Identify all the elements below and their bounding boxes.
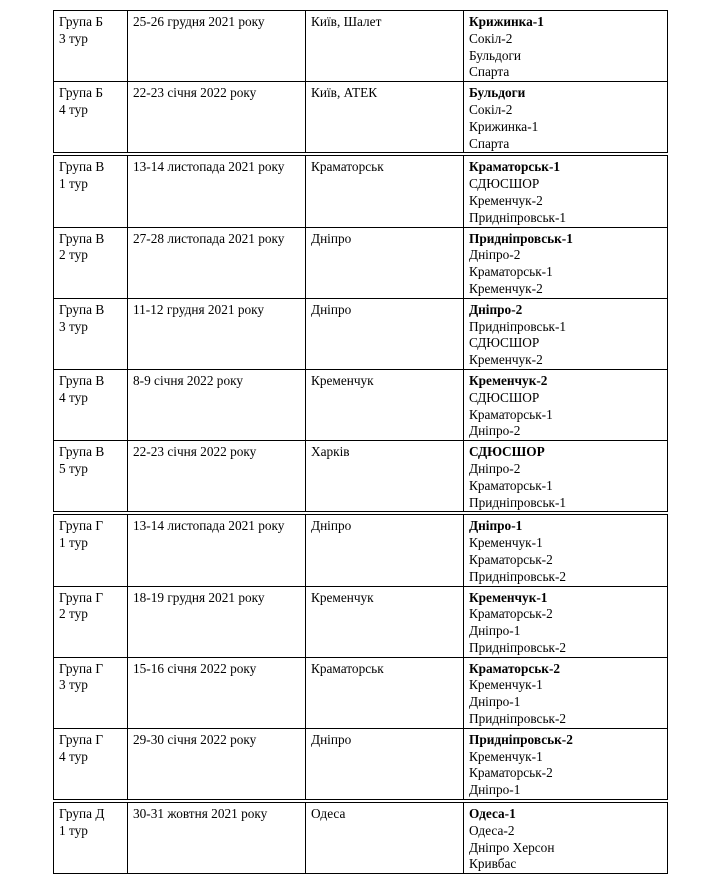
round-number: 4 тур (59, 101, 88, 117)
host-team: СДЮСШОР (469, 444, 545, 460)
team: Краматорськ-1 (469, 477, 553, 493)
teams-cell (464, 728, 668, 801)
round-number: 2 тур (59, 247, 88, 263)
round-number: 3 тур (59, 677, 88, 693)
team: Придніпровськ-2 (469, 568, 567, 584)
venue-cell: Дніпро (306, 298, 464, 369)
host-team: Кременчук-2 (469, 372, 548, 388)
table-row (54, 801, 668, 874)
group-name: Група В (59, 301, 105, 317)
team: Придніпровськ-2 (469, 711, 567, 727)
team: Кривбас (469, 856, 517, 872)
round-number: 1 тур (59, 535, 88, 551)
teams-cell (464, 369, 668, 440)
team: Придніпровськ-1 (469, 318, 567, 334)
table-row (54, 513, 668, 586)
group-cell (54, 369, 128, 440)
team: Дніпро-1 (469, 623, 521, 639)
round-number: 4 тур (59, 389, 88, 405)
team: СДЮСШОР (469, 389, 540, 405)
group-cell (54, 227, 128, 298)
group-name: Група В (59, 230, 105, 246)
host-team: Краматорськ-2 (469, 660, 561, 676)
team: Крижинка-1 (469, 118, 539, 134)
group-cell (54, 801, 128, 874)
group-cell (54, 657, 128, 728)
team: Дніпро Херсон (469, 839, 555, 855)
team: Краматорськ-2 (469, 551, 553, 567)
host-team: Кременчук-1 (469, 589, 548, 605)
round-number: 3 тур (59, 30, 88, 46)
dates-cell: 8-9 січня 2022 року (128, 369, 306, 440)
venue-cell: Кременчук (306, 586, 464, 657)
teams-cell (464, 11, 668, 82)
team: Кременчук-1 (469, 748, 543, 764)
team: Краматорськ-1 (469, 264, 553, 280)
venue-cell: Кременчук (306, 369, 464, 440)
teams-cell (464, 586, 668, 657)
round-number: 5 тур (59, 460, 88, 476)
group-name: Група В (59, 444, 105, 460)
teams-cell (464, 154, 668, 227)
teams-cell (464, 657, 668, 728)
teams-cell (464, 82, 668, 155)
table-row (54, 441, 668, 514)
team: Кременчук-2 (469, 280, 543, 296)
group-cell (54, 11, 128, 82)
team: Спарта (469, 135, 510, 151)
table-row (54, 11, 668, 82)
dates-cell: 13-14 листопада 2021 року (128, 154, 306, 227)
dates-cell: 27-28 листопада 2021 року (128, 227, 306, 298)
team: Краматорськ-1 (469, 406, 553, 422)
teams-cell (464, 441, 668, 514)
group-name: Група Б (59, 14, 103, 29)
dates-cell: 11-12 грудня 2021 року (128, 298, 306, 369)
group-cell (54, 586, 128, 657)
venue-cell: Краматорськ (306, 154, 464, 227)
team: Спарта (469, 64, 510, 80)
team: Краматорськ-2 (469, 765, 553, 781)
team: Кременчук-2 (469, 192, 543, 208)
venue-cell: Дніпро (306, 728, 464, 801)
host-team: Дніпро-1 (469, 518, 523, 534)
team: Краматорськ-2 (469, 606, 553, 622)
group-cell (54, 82, 128, 155)
table-row (54, 298, 668, 369)
dates-cell: 22-23 січня 2022 року (128, 82, 306, 155)
group-name: Група Г (59, 518, 104, 534)
group-cell (54, 513, 128, 586)
team: Придніпровськ-1 (469, 494, 567, 510)
venue-cell: Київ, Шалет (306, 11, 464, 82)
round-number: 3 тур (59, 318, 88, 334)
group-name: Група В (59, 372, 105, 388)
dates-cell: 30-31 жовтня 2021 року (128, 801, 306, 874)
group-cell (54, 154, 128, 227)
group-name: Група Г (59, 660, 104, 676)
teams-cell (464, 227, 668, 298)
team: СДЮСШОР (469, 176, 540, 192)
venue-cell: Краматорськ (306, 657, 464, 728)
team: Кременчук-1 (469, 535, 543, 551)
table-row (54, 82, 668, 155)
team: Кременчук-1 (469, 677, 543, 693)
host-team: Придніпровськ-2 (469, 731, 573, 747)
round-number: 2 тур (59, 606, 88, 622)
group-name: Група Д (59, 806, 105, 822)
host-team: Одеса-1 (469, 806, 516, 822)
team: Дніпро-2 (469, 247, 521, 263)
host-team: Бульдоги (469, 85, 526, 101)
teams-cell (464, 298, 668, 369)
team: Дніпро-1 (469, 782, 521, 798)
table-row (54, 369, 668, 440)
group-name: Група Г (59, 731, 104, 747)
team: Сокіл-2 (469, 30, 513, 46)
venue-cell: Дніпро (306, 513, 464, 586)
table-row (54, 154, 668, 227)
host-team: Крижинка-1 (469, 14, 544, 29)
dates-cell: 25-26 грудня 2021 року (128, 11, 306, 82)
table-row (54, 586, 668, 657)
dates-cell: 13-14 листопада 2021 року (128, 513, 306, 586)
teams-cell (464, 513, 668, 586)
team: Сокіл-2 (469, 101, 513, 117)
host-team: Краматорськ-1 (469, 159, 561, 175)
dates-cell: 22-23 січня 2022 року (128, 441, 306, 514)
group-cell (54, 728, 128, 801)
table-row (54, 657, 668, 728)
table-row (54, 227, 668, 298)
team: Придніпровськ-2 (469, 639, 567, 655)
host-team: Придніпровськ-1 (469, 230, 573, 246)
team: Бульдоги (469, 47, 522, 63)
teams-cell (464, 801, 668, 874)
group-cell (54, 441, 128, 514)
dates-cell: 18-19 грудня 2021 року (128, 586, 306, 657)
host-team: Дніпро-2 (469, 301, 523, 317)
team: Дніпро-2 (469, 423, 521, 439)
team: Одеса-2 (469, 822, 515, 838)
venue-cell: Київ, АТЕК (306, 82, 464, 155)
team: Придніпровськ-1 (469, 209, 567, 225)
table-row (54, 728, 668, 801)
group-cell (54, 298, 128, 369)
round-number: 1 тур (59, 176, 88, 192)
venue-cell: Харків (306, 441, 464, 514)
dates-cell: 15-16 січня 2022 року (128, 657, 306, 728)
venue-cell: Дніпро (306, 227, 464, 298)
schedule-table (53, 10, 668, 874)
dates-cell: 29-30 січня 2022 року (128, 728, 306, 801)
team: Дніпро-1 (469, 694, 521, 710)
round-number: 4 тур (59, 748, 88, 764)
team: Дніпро-2 (469, 460, 521, 476)
round-number: 1 тур (59, 822, 88, 838)
team: СДЮСШОР (469, 335, 540, 351)
group-name: Група Б (59, 85, 103, 101)
group-name: Група В (59, 159, 105, 175)
group-name: Група Г (59, 589, 104, 605)
venue-cell: Одеса (306, 801, 464, 874)
team: Кременчук-2 (469, 352, 543, 368)
